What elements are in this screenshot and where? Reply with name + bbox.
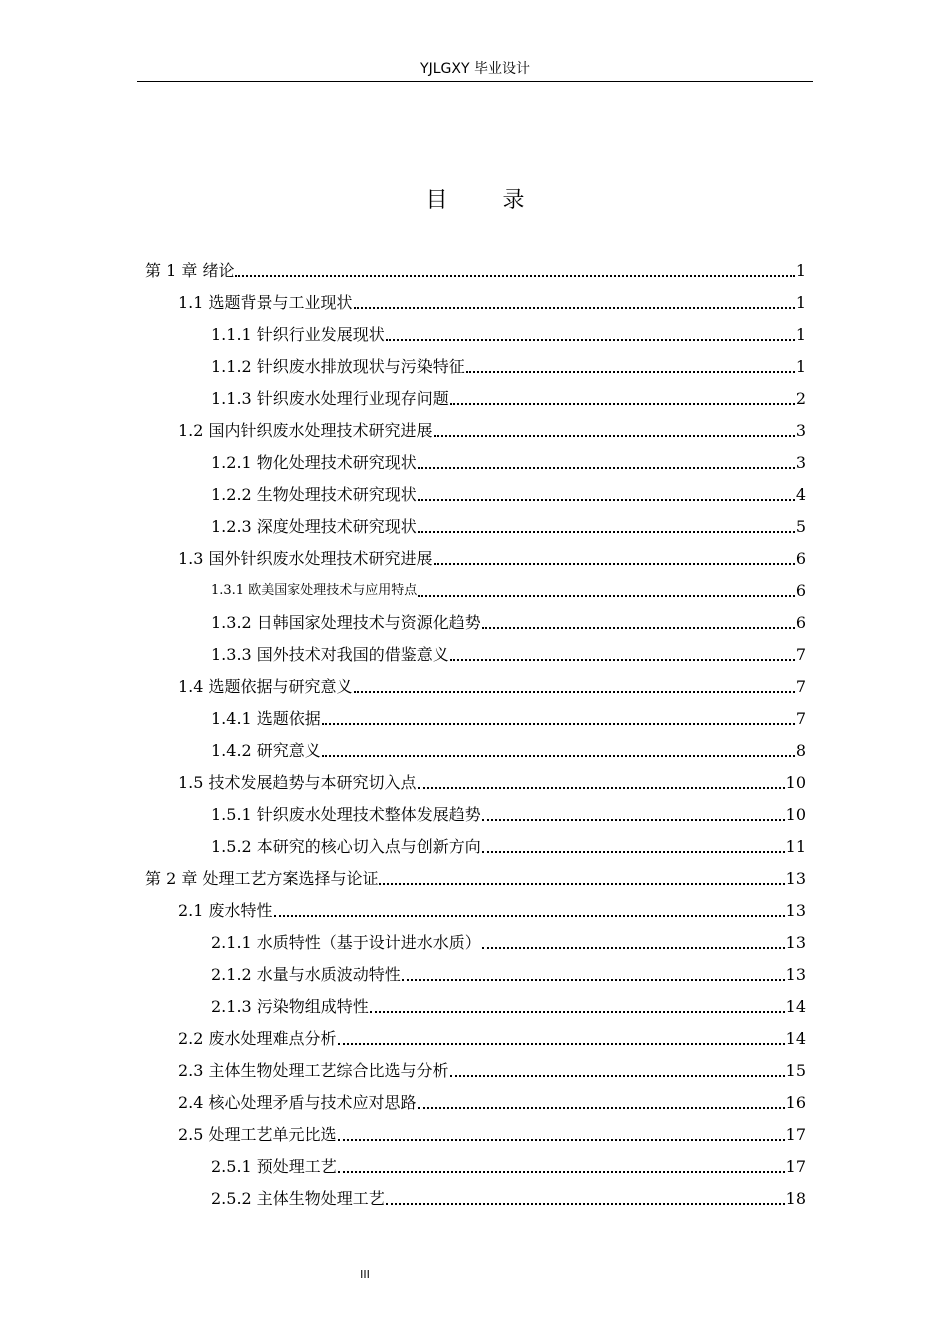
toc-entry[interactable] <box>211 736 806 762</box>
toc-entry-title: 2.3 主体生物处理工艺综合比选与分析 <box>178 1061 449 1080</box>
toc-entry-title: 1.5.1 针织废水处理技术整体发展趋势 <box>211 805 481 824</box>
toc-entry-title: 2.1.3 污染物组成特性 <box>211 997 369 1016</box>
toc-entry[interactable] <box>211 928 806 954</box>
dot-leader <box>418 595 795 597</box>
toc-entry-title: 2.5.2 主体生物处理工艺 <box>211 1189 385 1208</box>
toc-entry[interactable] <box>178 416 806 442</box>
dot-leader <box>354 691 795 693</box>
dot-leader <box>338 1139 785 1141</box>
toc-entry-page: 7 <box>795 677 806 696</box>
toc-entry-page: 14 <box>785 997 806 1016</box>
toc-entry-page: 1 <box>795 261 806 280</box>
dot-leader <box>274 915 785 917</box>
toc-entry[interactable] <box>178 1088 806 1114</box>
toc-entry-page: 7 <box>795 709 806 728</box>
dot-leader <box>379 883 784 885</box>
toc-entry-page: 3 <box>795 421 806 440</box>
toc-entry-title: 1.3.2 日韩国家处理技术与资源化趋势 <box>211 613 481 632</box>
toc-entry[interactable] <box>178 896 806 922</box>
toc-entry-page: 1 <box>795 293 806 312</box>
dot-leader <box>450 403 795 405</box>
page-header: YJLGXY 毕业设计 <box>420 61 530 77</box>
toc-entry[interactable] <box>211 640 806 666</box>
dot-leader <box>482 947 785 949</box>
toc-entry-page: 13 <box>785 869 806 888</box>
dot-leader <box>354 307 795 309</box>
toc-entry-title: 2.1.1 水质特性（基于设计进水水质） <box>211 933 481 952</box>
toc-entry[interactable] <box>178 768 806 794</box>
toc-entry-page: 6 <box>795 549 806 568</box>
toc-entry-title: 2.1 废水特性 <box>178 901 273 920</box>
dot-leader <box>418 467 795 469</box>
toc-entry-page: 17 <box>785 1125 806 1144</box>
toc-entry-page: 6 <box>795 581 806 600</box>
toc-entry-page: 17 <box>785 1157 806 1176</box>
dot-leader <box>434 435 795 437</box>
toc-entry[interactable] <box>178 1056 806 1082</box>
dot-leader <box>418 1107 785 1109</box>
dot-leader <box>482 819 785 821</box>
toc-entry-title: 1.1.1 针织行业发展现状 <box>211 325 385 344</box>
toc-entry-page: 14 <box>785 1029 806 1048</box>
toc-entry-title: 1.1.2 针织废水排放现状与污染特征 <box>211 357 465 376</box>
dot-leader <box>322 755 795 757</box>
toc-entry-title: 1.3.1 欧美国家处理技术与应用特点 <box>211 583 418 598</box>
toc-entry-title: 1.3 国外针织废水处理技术研究进展 <box>178 549 433 568</box>
toc-entry[interactable] <box>211 704 806 730</box>
toc-entry-page: 1 <box>795 325 806 344</box>
toc-entry-title: 2.2 废水处理难点分析 <box>178 1029 337 1048</box>
dot-leader <box>402 979 785 981</box>
toc-entry[interactable] <box>211 1184 806 1210</box>
toc-entry-title: 1.2.3 深度处理技术研究现状 <box>211 517 417 536</box>
toc-entry-title: 1.4.2 研究意义 <box>211 741 321 760</box>
toc-entry[interactable] <box>211 992 806 1018</box>
toc-entry[interactable] <box>145 256 806 282</box>
dot-leader <box>386 339 795 341</box>
toc-entry[interactable] <box>211 448 806 474</box>
dot-leader <box>235 275 794 277</box>
toc-entry-page: 10 <box>785 773 806 792</box>
toc-entry-title: 1.2 国内针织废水处理技术研究进展 <box>178 421 433 440</box>
dot-leader <box>434 563 795 565</box>
dot-leader <box>466 371 795 373</box>
toc-entry[interactable] <box>211 960 806 986</box>
toc-entry-page: 18 <box>785 1189 806 1208</box>
toc-entry-title: 2.5 处理工艺单元比选 <box>178 1125 337 1144</box>
page-number: III <box>360 1268 370 1281</box>
header-rule <box>137 81 813 82</box>
toc-entry-page: 13 <box>785 933 806 952</box>
toc-entry[interactable] <box>211 512 806 538</box>
dot-leader <box>418 787 785 789</box>
toc-entry-title: 2.4 核心处理矛盾与技术应对思路 <box>178 1093 417 1112</box>
dot-leader <box>418 531 795 533</box>
toc-entry-title: 1.3.3 国外技术对我国的借鉴意义 <box>211 645 449 664</box>
toc-entry[interactable] <box>211 384 806 410</box>
toc-entry[interactable] <box>211 576 806 602</box>
toc-entry[interactable] <box>211 608 806 634</box>
dot-leader <box>338 1043 785 1045</box>
toc-entry-title: 第 1 章 绪论 <box>145 261 235 280</box>
dot-leader <box>322 723 795 725</box>
toc-entry-page: 15 <box>785 1061 806 1080</box>
toc-entry-page: 13 <box>785 901 806 920</box>
toc-entry-title: 2.1.2 水量与水质波动特性 <box>211 965 401 984</box>
toc-entry-title: 1.4 选题依据与研究意义 <box>178 677 353 696</box>
dot-leader <box>386 1203 785 1205</box>
toc-entry-page: 11 <box>785 837 806 856</box>
toc-entry[interactable] <box>211 352 806 378</box>
dot-leader <box>450 1075 785 1077</box>
dot-leader <box>418 499 795 501</box>
toc-entry-title: 第 2 章 处理工艺方案选择与论证 <box>145 869 379 888</box>
toc-entry-page: 6 <box>795 613 806 632</box>
toc-entry[interactable] <box>178 1120 806 1146</box>
toc-entry-title: 1.4.1 选题依据 <box>211 709 321 728</box>
dot-leader <box>370 1011 785 1013</box>
toc-entry-page: 1 <box>795 357 806 376</box>
toc-entry[interactable] <box>178 288 806 314</box>
toc-entry-title: 1.5 技术发展趋势与本研究切入点 <box>178 773 417 792</box>
toc-entry-page: 10 <box>785 805 806 824</box>
dot-leader <box>482 627 795 629</box>
toc-entry-page: 8 <box>795 741 806 760</box>
toc-entry-page: 5 <box>795 517 806 536</box>
toc-entry[interactable] <box>145 864 806 890</box>
toc-entry[interactable] <box>211 832 806 858</box>
toc-entry-title: 1.2.1 物化处理技术研究现状 <box>211 453 417 472</box>
toc-entry-page: 2 <box>795 389 806 408</box>
toc-entry[interactable] <box>211 800 806 826</box>
toc-entry-page: 4 <box>795 485 806 504</box>
toc-entry-title: 1.5.2 本研究的核心切入点与创新方向 <box>211 837 481 856</box>
dot-leader <box>482 851 785 853</box>
toc-entry-page: 16 <box>785 1093 806 1112</box>
toc-entry-title: 1.1.3 针织废水处理行业现存问题 <box>211 389 449 408</box>
toc-entry-page: 7 <box>795 645 806 664</box>
toc-entry[interactable] <box>178 672 806 698</box>
toc-entry[interactable] <box>211 480 806 506</box>
toc-title: 目 录 <box>425 188 549 213</box>
toc-entry-page: 13 <box>785 965 806 984</box>
toc-entry-page: 3 <box>795 453 806 472</box>
toc-entry[interactable] <box>211 1152 806 1178</box>
toc-entry[interactable] <box>178 544 806 570</box>
dot-leader <box>338 1171 785 1173</box>
toc-entry[interactable] <box>178 1024 806 1050</box>
toc-entry-title: 1.1 选题背景与工业现状 <box>178 293 353 312</box>
toc-entry[interactable] <box>211 320 806 346</box>
toc-entry-title: 1.2.2 生物处理技术研究现状 <box>211 485 417 504</box>
dot-leader <box>450 659 795 661</box>
toc-entry-title: 2.5.1 预处理工艺 <box>211 1157 337 1176</box>
